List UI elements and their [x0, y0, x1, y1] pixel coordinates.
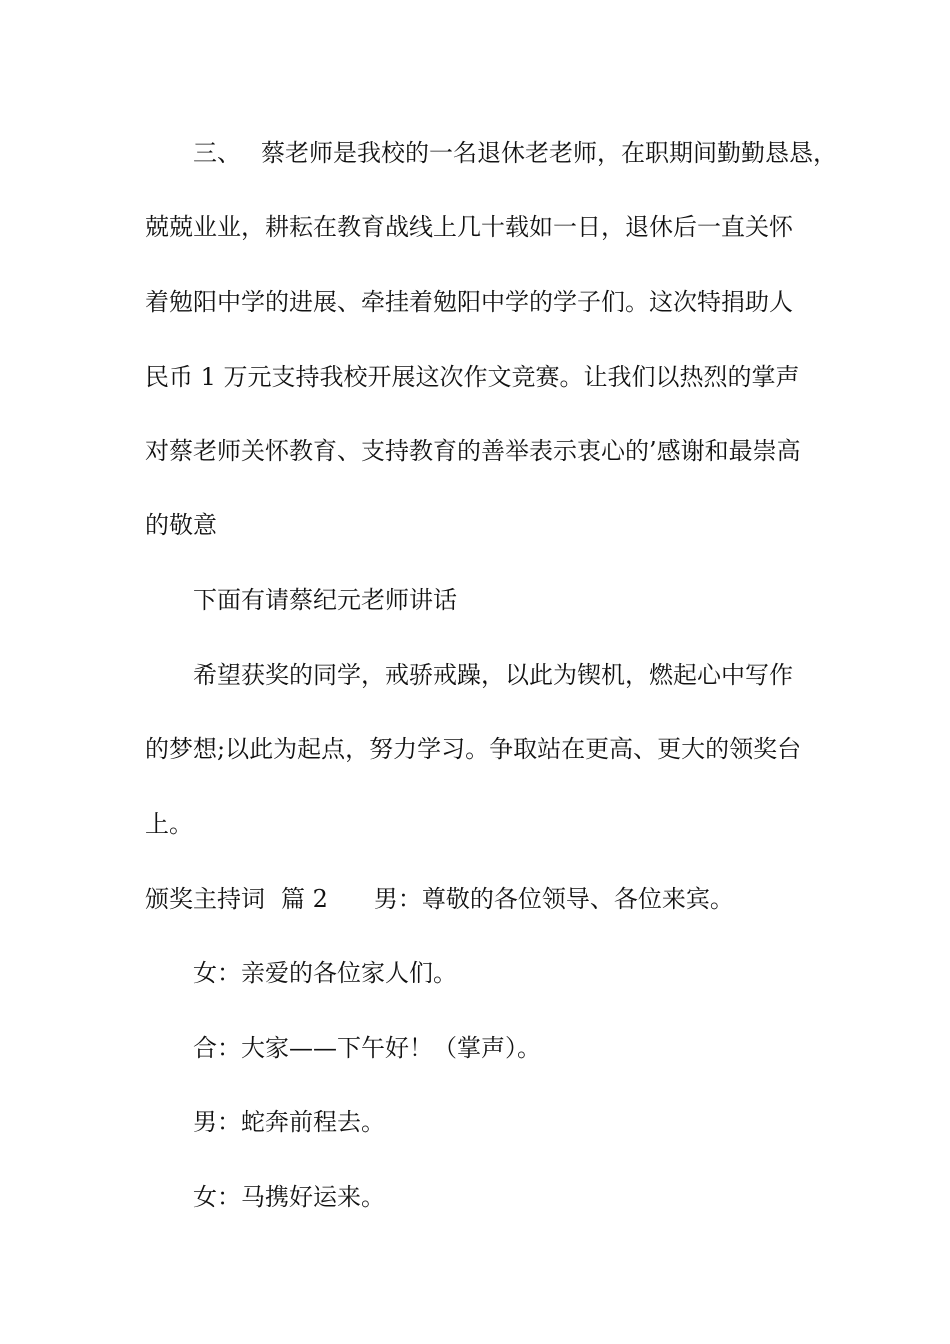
- paragraph-line: 民币 1 万元支持我校开展这次作文竞赛。让我们以热烈的掌声: [145, 363, 800, 391]
- paragraph-line: 下面有请蔡纪元老师讲话: [193, 586, 457, 614]
- section-title: 颁奖主持词: [145, 885, 265, 913]
- paragraph-line: 的梦想;以此为起点，努力学习。争取站在更高、更大的领奖台: [145, 735, 802, 763]
- section-part: 篇 2: [281, 885, 328, 913]
- paragraph-line: 上。: [145, 810, 193, 838]
- section-heading-line: [145, 884, 734, 914]
- dialogue-line: 男：尊敬的各位领导、各位来宾。: [373, 885, 734, 913]
- paragraph-line: 兢兢业业，耕耘在教育战线上几十载如一日，退休后一直关怀: [145, 213, 793, 241]
- paragraph-line: 的敬意: [145, 511, 217, 539]
- dialogue-line: 男：蛇奔前程去。: [193, 1108, 385, 1136]
- paragraph-line: 希望获奖的同学，戒骄戒躁，以此为锲机，燃起心中写作: [193, 661, 793, 689]
- paragraph-line: [193, 138, 837, 168]
- list-marker: 三、: [193, 139, 241, 167]
- dialogue-line: 女：马携好运来。: [193, 1183, 385, 1211]
- paragraph-text: 蔡老师是我校的一名退休老老师，在职期间勤勤恳恳，: [261, 139, 837, 167]
- dialogue-line: 女：亲爱的各位家人们。: [193, 959, 457, 987]
- dialogue-line: 合：大家——下午好！（掌声）。: [193, 1034, 541, 1062]
- paragraph-line: 着勉阳中学的进展、牵挂着勉阳中学的学子们。这次特捐助人: [145, 288, 793, 316]
- paragraph-line: 对蔡老师关怀教育、支持教育的善举表示衷心的’感谢和最崇高: [145, 437, 801, 465]
